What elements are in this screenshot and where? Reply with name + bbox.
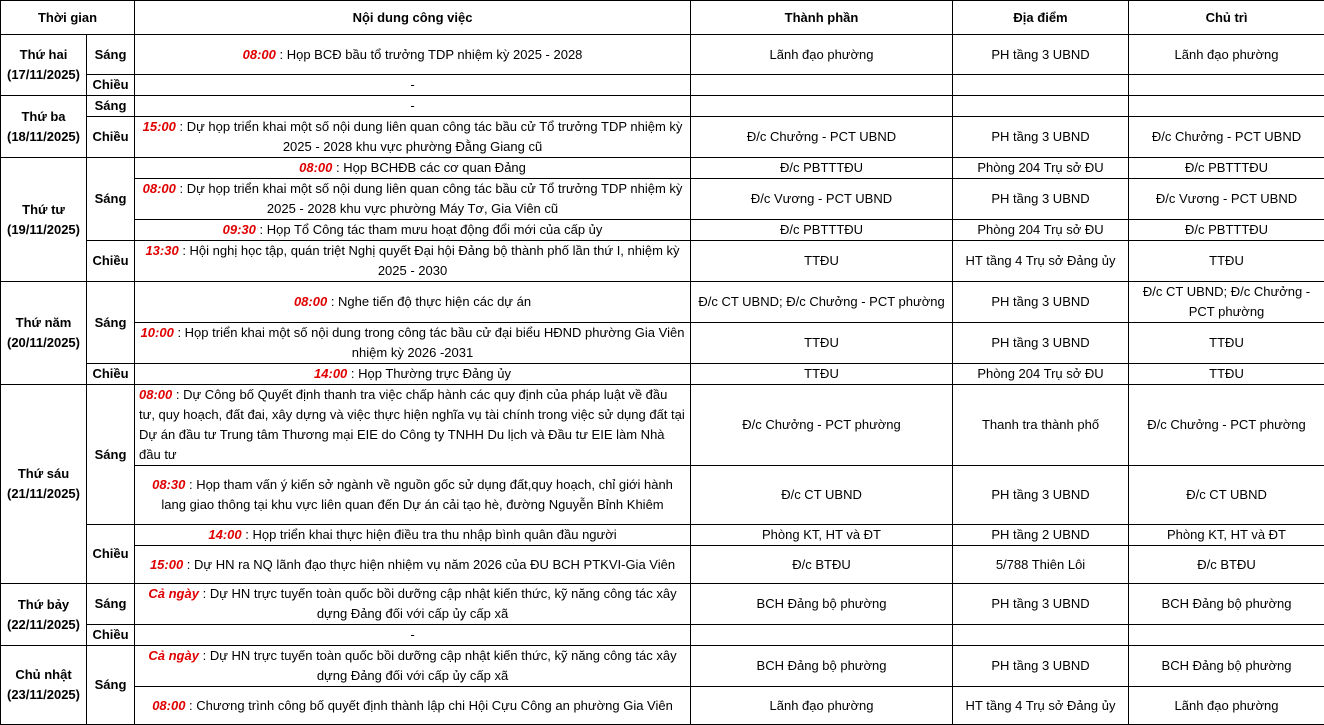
location-cell: PH tầng 3 UBND [953, 282, 1129, 323]
day-cell-sunday [1, 646, 87, 725]
day-date: (21/11/2025) [7, 486, 80, 501]
day-cell-wednesday [1, 158, 87, 282]
session-morning: Sáng [87, 35, 135, 75]
table-row [1, 220, 1324, 241]
table-row [1, 385, 1324, 466]
task-text: Nghe tiến độ thực hiện các dự án [338, 294, 531, 309]
session-afternoon: Chiều [87, 525, 135, 584]
participants-cell: Lãnh đạo phường [691, 687, 953, 725]
participants-cell: Phòng KT, HT và ĐT [691, 525, 953, 546]
table-row [1, 35, 1324, 75]
task-text: Dự họp triển khai một số nội dung liên quan công tác bầu cử Tổ trưởng TDP nhiệm kỳ 2025 - 2028 khu vực phường Máy Tơ, Gia Viên cũ [187, 181, 683, 216]
table-row [1, 117, 1324, 158]
task-content: 10:00 : Họp triển khai một số nội dung trong công tác bầu cử đại biểu HĐND phường Gia Viên nhiệm kỳ 2026 -2031 [135, 323, 691, 364]
task-content: 08:00 : Chương trình công bố quyết định thành lập chi Hội Cựu Công an phường Gia Viên [135, 687, 691, 725]
chair-cell [1129, 75, 1324, 96]
header-location: Địa điểm [953, 1, 1129, 35]
table-row [1, 364, 1324, 385]
chair-cell [1129, 96, 1324, 117]
location-cell: PH tầng 3 UBND [953, 35, 1129, 75]
location-cell: Phòng 204 Trụ sở ĐU [953, 220, 1129, 241]
day-cell-tuesday [1, 96, 87, 158]
session-afternoon: Chiều [87, 75, 135, 96]
day-cell-monday [1, 35, 87, 96]
task-time: Cả ngày [148, 648, 199, 663]
location-cell: PH tầng 3 UBND [953, 466, 1129, 525]
task-text: Họp BCĐ bầu tổ trưởng TDP nhiệm kỳ 2025 - 2028 [287, 47, 583, 62]
chair-cell [1129, 625, 1324, 646]
table-row [1, 466, 1324, 525]
day-date: (20/11/2025) [7, 335, 80, 350]
task-time: 15:00 [143, 119, 176, 134]
chair-cell: Đ/c CT UBND [1129, 466, 1324, 525]
session-afternoon: Chiều [87, 625, 135, 646]
task-time: 13:30 [145, 243, 178, 258]
table-row [1, 584, 1324, 625]
participants-cell: Lãnh đạo phường [691, 35, 953, 75]
chair-cell: Đ/c Vương - PCT UBND [1129, 179, 1324, 220]
task-content-empty: - [135, 75, 691, 96]
location-cell: PH tầng 3 UBND [953, 584, 1129, 625]
task-text: Họp triển khai một số nội dung trong công tác bầu cử đại biểu HĐND phường Gia Viên nhiệm kỳ 2026 -2031 [185, 325, 685, 360]
task-text: Dự HN ra NQ lãnh đạo thực hiện nhiệm vụ năm 2026 của ĐU BCH PTKVI-Gia Viên [194, 557, 675, 572]
task-time: 08:00 [294, 294, 327, 309]
task-text: Họp tham vấn ý kiến sở ngành về nguồn gốc sử dụng đất,quy hoạch, chỉ giới hành lang giao thông tại khu vực liên quan đến Dự án cải tạo hè, đường Nguyễn Bỉnh Khiêm [161, 477, 673, 512]
header-participants: Thành phần [691, 1, 953, 35]
task-content: 15:00 : Dự HN ra NQ lãnh đạo thực hiện nhiệm vụ năm 2026 của ĐU BCH PTKVI-Gia Viên [135, 546, 691, 584]
task-text: Dự HN trực tuyến toàn quốc bồi dưỡng cập nhật kiến thức, kỹ năng công tác xây dựng Đảng đối với cấp ủy cấp xã [210, 648, 677, 683]
session-afternoon: Chiều [87, 117, 135, 158]
day-name: Thứ ba [21, 109, 65, 124]
task-content-empty: - [135, 96, 691, 117]
location-cell: Phòng 204 Trụ sở ĐU [953, 364, 1129, 385]
task-text: Dự HN trực tuyến toàn quốc bồi dưỡng cập nhật kiến thức, kỹ năng công tác xây dựng Đảng đối với cấp ủy cấp xã [210, 586, 677, 621]
task-time: 14:00 [314, 366, 347, 381]
task-content: 08:00 : Họp BCĐ bầu tổ trưởng TDP nhiệm kỳ 2025 - 2028 [135, 35, 691, 75]
participants-cell: TTĐU [691, 241, 953, 282]
task-content: 15:00 : Dự họp triển khai một số nội dung liên quan công tác bầu cử Tổ trưởng TDP nhiệm kỳ 2025 - 2028 khu vực phường Đằng Giang cũ [135, 117, 691, 158]
task-text: Họp triển khai thực hiện điều tra thu nhập bình quân đầu người [252, 527, 616, 542]
participants-cell: BCH Đảng bộ phường [691, 646, 953, 687]
location-cell: 5/788 Thiên Lôi [953, 546, 1129, 584]
task-time: 09:30 [223, 222, 256, 237]
participants-cell [691, 75, 953, 96]
chair-cell: Lãnh đạo phường [1129, 35, 1324, 75]
task-text: Họp BCHĐB các cơ quan Đảng [343, 160, 526, 175]
day-cell-saturday [1, 584, 87, 646]
table-row [1, 241, 1324, 282]
participants-cell: Đ/c PBTTTĐU [691, 220, 953, 241]
chair-cell: Đ/c BTĐU [1129, 546, 1324, 584]
task-time: 08:00 [299, 160, 332, 175]
chair-cell: Đ/c PBTTTĐU [1129, 158, 1324, 179]
task-time: 08:00 [139, 387, 172, 402]
table-row [1, 525, 1324, 546]
chair-cell: TTĐU [1129, 364, 1324, 385]
task-content: 09:30 : Họp Tổ Công tác tham mưu hoạt động đổi mới của cấp ủy [135, 220, 691, 241]
chair-cell: TTĐU [1129, 241, 1324, 282]
day-name: Thứ bảy [18, 597, 69, 612]
session-morning: Sáng [87, 282, 135, 364]
day-cell-thursday [1, 282, 87, 385]
task-content: Cả ngày : Dự HN trực tuyến toàn quốc bồi dưỡng cập nhật kiến thức, kỹ năng công tác xây dựng Đảng đối với cấp ủy cấp xã [135, 584, 691, 625]
task-content: 13:30 : Hội nghị học tập, quán triệt Nghị quyết Đại hội Đảng bộ thành phố lần thứ I, nhiệm kỳ 2025 - 2030 [135, 241, 691, 282]
location-cell: Thanh tra thành phố [953, 385, 1129, 466]
task-time: 08:00 [243, 47, 276, 62]
location-cell: HT tầng 4 Trụ sở Đảng ủy [953, 687, 1129, 725]
task-time: 08:00 [143, 181, 176, 196]
session-morning: Sáng [87, 584, 135, 625]
participants-cell: Đ/c Chưởng - PCT UBND [691, 117, 953, 158]
participants-cell: Đ/c BTĐU [691, 546, 953, 584]
table-row [1, 282, 1324, 323]
session-morning: Sáng [87, 646, 135, 725]
table-row [1, 75, 1324, 96]
task-time: 10:00 [141, 325, 174, 340]
day-name: Thứ hai [20, 47, 68, 62]
location-cell: PH tầng 3 UBND [953, 179, 1129, 220]
task-content: 08:00 : Dự họp triển khai một số nội dung liên quan công tác bầu cử Tổ trưởng TDP nhiệm kỳ 2025 - 2028 khu vực phường Máy Tơ, Gia Viên cũ [135, 179, 691, 220]
session-afternoon: Chiều [87, 364, 135, 385]
session-morning: Sáng [87, 385, 135, 525]
day-name: Thứ tư [22, 202, 65, 217]
task-content: Cả ngày : Dự HN trực tuyến toàn quốc bồi dưỡng cập nhật kiến thức, kỹ năng công tác xây dựng Đảng đối với cấp ủy cấp xã [135, 646, 691, 687]
table-row [1, 179, 1324, 220]
task-content: 08:00 : Nghe tiến độ thực hiện các dự án [135, 282, 691, 323]
chair-cell: Đ/c Chưởng - PCT UBND [1129, 117, 1324, 158]
day-date: (19/11/2025) [7, 222, 80, 237]
task-text: Chương trình công bố quyết định thành lập chi Hội Cựu Công an phường Gia Viên [196, 698, 673, 713]
day-date: (22/11/2025) [7, 617, 80, 632]
location-cell: PH tầng 3 UBND [953, 323, 1129, 364]
table-row [1, 646, 1324, 687]
table-row [1, 158, 1324, 179]
chair-cell: BCH Đảng bộ phường [1129, 646, 1324, 687]
participants-cell [691, 96, 953, 117]
chair-cell: Đ/c PBTTTĐU [1129, 220, 1324, 241]
session-afternoon: Chiều [87, 241, 135, 282]
task-content-empty: - [135, 625, 691, 646]
chair-cell: Phòng KT, HT và ĐT [1129, 525, 1324, 546]
location-cell [953, 75, 1129, 96]
header-chair: Chủ trì [1129, 1, 1324, 35]
participants-cell: Đ/c PBTTTĐU [691, 158, 953, 179]
day-date: (18/11/2025) [7, 129, 80, 144]
participants-cell: Đ/c Chưởng - PCT phường [691, 385, 953, 466]
location-cell [953, 625, 1129, 646]
participants-cell: TTĐU [691, 364, 953, 385]
task-time: 08:30 [152, 477, 185, 492]
task-content: 08:30 : Họp tham vấn ý kiến sở ngành về nguồn gốc sử dụng đất,quy hoạch, chỉ giới hành lang giao thông tại khu vực liên quan đến Dự án cải tạo hè, đường Nguyễn Bỉnh Khiêm [135, 466, 691, 525]
header-content: Nội dung công việc [135, 1, 691, 35]
location-cell: Phòng 204 Trụ sở ĐU [953, 158, 1129, 179]
day-date: (23/11/2025) [7, 687, 80, 702]
task-time: Cả ngày [148, 586, 199, 601]
location-cell: HT tầng 4 Trụ sở Đảng ủy [953, 241, 1129, 282]
task-text: Hội nghị học tập, quán triệt Nghị quyết Đại hội Đảng bộ thành phố lần thứ I, nhiệm kỳ 2025 - 2030 [190, 243, 680, 278]
day-date: (17/11/2025) [7, 67, 80, 82]
day-name: Thứ năm [16, 315, 72, 330]
task-text: Họp Tổ Công tác tham mưu hoạt động đổi mới của cấp ủy [267, 222, 603, 237]
task-content: 08:00 : Dự Công bố Quyết định thanh tra việc chấp hành các quy định của pháp luật về đầu tư, quy hoạch, đất đai, xây dựng và việc thực hiện nghĩa vụ tài chính trong việc sử dụng đất tại Dự án đầu tư Trung tâm Thương mại EIE do Công ty TNHH Du lịch và Đầu tư EIE làm Nhà đầu tư [135, 385, 691, 466]
chair-cell: BCH Đảng bộ phường [1129, 584, 1324, 625]
location-cell: PH tầng 3 UBND [953, 646, 1129, 687]
table-row [1, 546, 1324, 584]
task-content: 08:00 : Họp BCHĐB các cơ quan Đảng [135, 158, 691, 179]
chair-cell: Đ/c Chưởng - PCT phường [1129, 385, 1324, 466]
participants-cell: TTĐU [691, 323, 953, 364]
task-time: 15:00 [150, 557, 183, 572]
location-cell: PH tầng 2 UBND [953, 525, 1129, 546]
task-time: 08:00 [152, 698, 185, 713]
chair-cell: Lãnh đạo phường [1129, 687, 1324, 725]
day-name: Thứ sáu [18, 466, 69, 481]
task-content: 14:00 : Họp Thường trực Đảng ủy [135, 364, 691, 385]
participants-cell [691, 625, 953, 646]
participants-cell: BCH Đảng bộ phường [691, 584, 953, 625]
location-cell [953, 96, 1129, 117]
session-morning: Sáng [87, 96, 135, 117]
session-morning: Sáng [87, 158, 135, 241]
task-time: 14:00 [208, 527, 241, 542]
day-name: Chủ nhật [15, 667, 71, 682]
table-row [1, 323, 1324, 364]
header-time: Thời gian [1, 1, 135, 35]
table-row [1, 96, 1324, 117]
participants-cell: Đ/c CT UBND [691, 466, 953, 525]
participants-cell: Đ/c Vương - PCT UBND [691, 179, 953, 220]
task-text: Dự Công bố Quyết định thanh tra việc chấp hành các quy định của pháp luật về đầu tư, quy hoạch, đất đai, xây dựng và việc thực hiện nghĩa vụ tài chính trong việc sử dụng đất tại Dự án đầu tư Trung tâm Thương mại EIE do Công ty TNHH Du lịch và Đầu tư EIE làm Nhà đầu tư [139, 387, 685, 462]
table-row [1, 625, 1324, 646]
task-text: Họp Thường trực Đảng ủy [358, 366, 511, 381]
task-text: Dự họp triển khai một số nội dung liên quan công tác bầu cử Tổ trưởng TDP nhiệm kỳ 2025 - 2028 khu vực phường Đằng Giang cũ [187, 119, 683, 154]
chair-cell: TTĐU [1129, 323, 1324, 364]
participants-cell: Đ/c CT UBND; Đ/c Chưởng - PCT phường [691, 282, 953, 323]
day-cell-friday [1, 385, 87, 584]
task-content: 14:00 : Họp triển khai thực hiện điều tra thu nhập bình quân đầu người [135, 525, 691, 546]
table-row [1, 687, 1324, 725]
chair-cell: Đ/c CT UBND; Đ/c Chưởng - PCT phường [1129, 282, 1324, 323]
location-cell: PH tầng 3 UBND [953, 117, 1129, 158]
